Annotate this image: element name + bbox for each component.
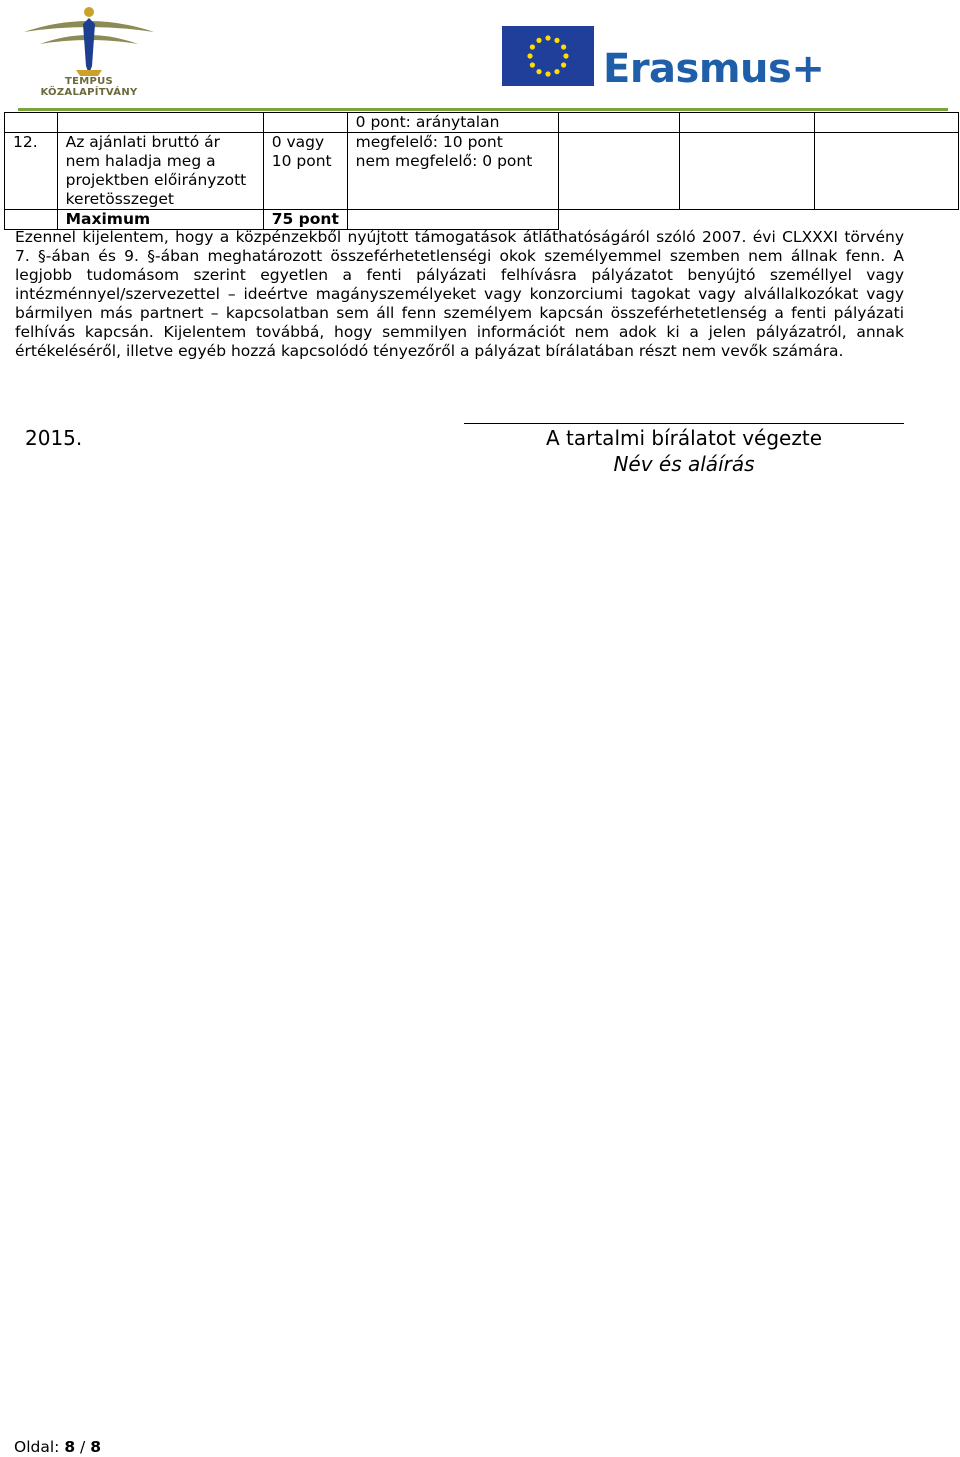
table-cell <box>558 113 679 133</box>
scoring-line: nem megfelelő: 0 pont <box>355 152 533 170</box>
header-rule <box>18 108 948 111</box>
table-cell <box>263 113 347 133</box>
signature-date: 2015. <box>25 426 83 450</box>
points-cell <box>263 133 347 210</box>
criterion-text: Az ajánlati bruttó ár nem haladja meg a projektben előirányzott keretösszeget <box>57 133 263 210</box>
page-current: 8 <box>64 1438 76 1456</box>
eu-flag-icon <box>502 26 594 86</box>
table-cell <box>680 210 814 230</box>
table-cell <box>5 210 58 230</box>
table-cell <box>814 210 958 230</box>
tempus-logo-text: TEMPUS KÖZALAPÍTVÁNY <box>40 76 138 98</box>
declaration-paragraph: Ezennel kijelentem, hogy a közpénzekből nyújtott támogatások átláthatóságáról szóló 2007. évi CLXXXI törvény 7. §-ában és 9. §-ában meghatározott összeférhetetlenségi okok személyemmel szemben nem állnak fenn. A legjobb tudomásom szerint egyetlen a fenti pályázati felhívásra pályázatot benyújtó személlyel vagy intézménnyel/szervezettel – ideértve magányszemélyeket vagy konzorciumi tagokat vagy alvállalkozókat vagy bármilyen más partnert – kapcsolatban sem áll fenn személyem kapcsán összeférhetetlenség a fenti pályázati felhívás kapcsán. Kijelentem továbbá, hogy semmilyen információt nem adok ki a jelen pályázatról, annak értékeléséről, illetve egyéb hozzá kapcsolódó tényezőről a pályázat bírálatában részt nem vevők számára. <box>15 228 904 360</box>
signature-line <box>464 423 904 424</box>
maximum-points: 75 pont <box>263 210 347 230</box>
table-cell <box>558 133 679 210</box>
scoring-top-cell: 0 pont: aránytalan <box>347 113 558 133</box>
signature-subtitle: Név és aláírás <box>613 452 755 476</box>
table-cell <box>814 113 958 133</box>
table-cell <box>5 113 58 133</box>
page-footer <box>14 1438 101 1456</box>
points-line: 0 vagy <box>271 133 325 151</box>
scoring-table <box>4 112 959 230</box>
page-separator: / <box>80 1438 86 1456</box>
table-row <box>5 210 959 230</box>
table-row <box>5 133 959 210</box>
signature-title: A tartalmi bírálatot végezte <box>545 426 822 450</box>
table-cell <box>558 210 679 230</box>
table-row <box>5 113 959 133</box>
page-label: Oldal: <box>14 1438 60 1456</box>
scoring-line: megfelelő: 10 pont <box>355 133 503 151</box>
scoring-cell <box>347 133 558 210</box>
table-cell <box>680 113 814 133</box>
row-number: 12. <box>5 133 58 210</box>
table-cell <box>814 133 958 210</box>
table-cell <box>57 113 263 133</box>
points-line: 10 pont <box>271 152 332 170</box>
table-cell <box>347 210 558 230</box>
maximum-label: Maximum <box>57 210 263 230</box>
page-total: 8 <box>90 1438 102 1456</box>
erasmus-logo-text: Erasmus+ <box>603 46 825 92</box>
table-cell <box>680 133 814 210</box>
